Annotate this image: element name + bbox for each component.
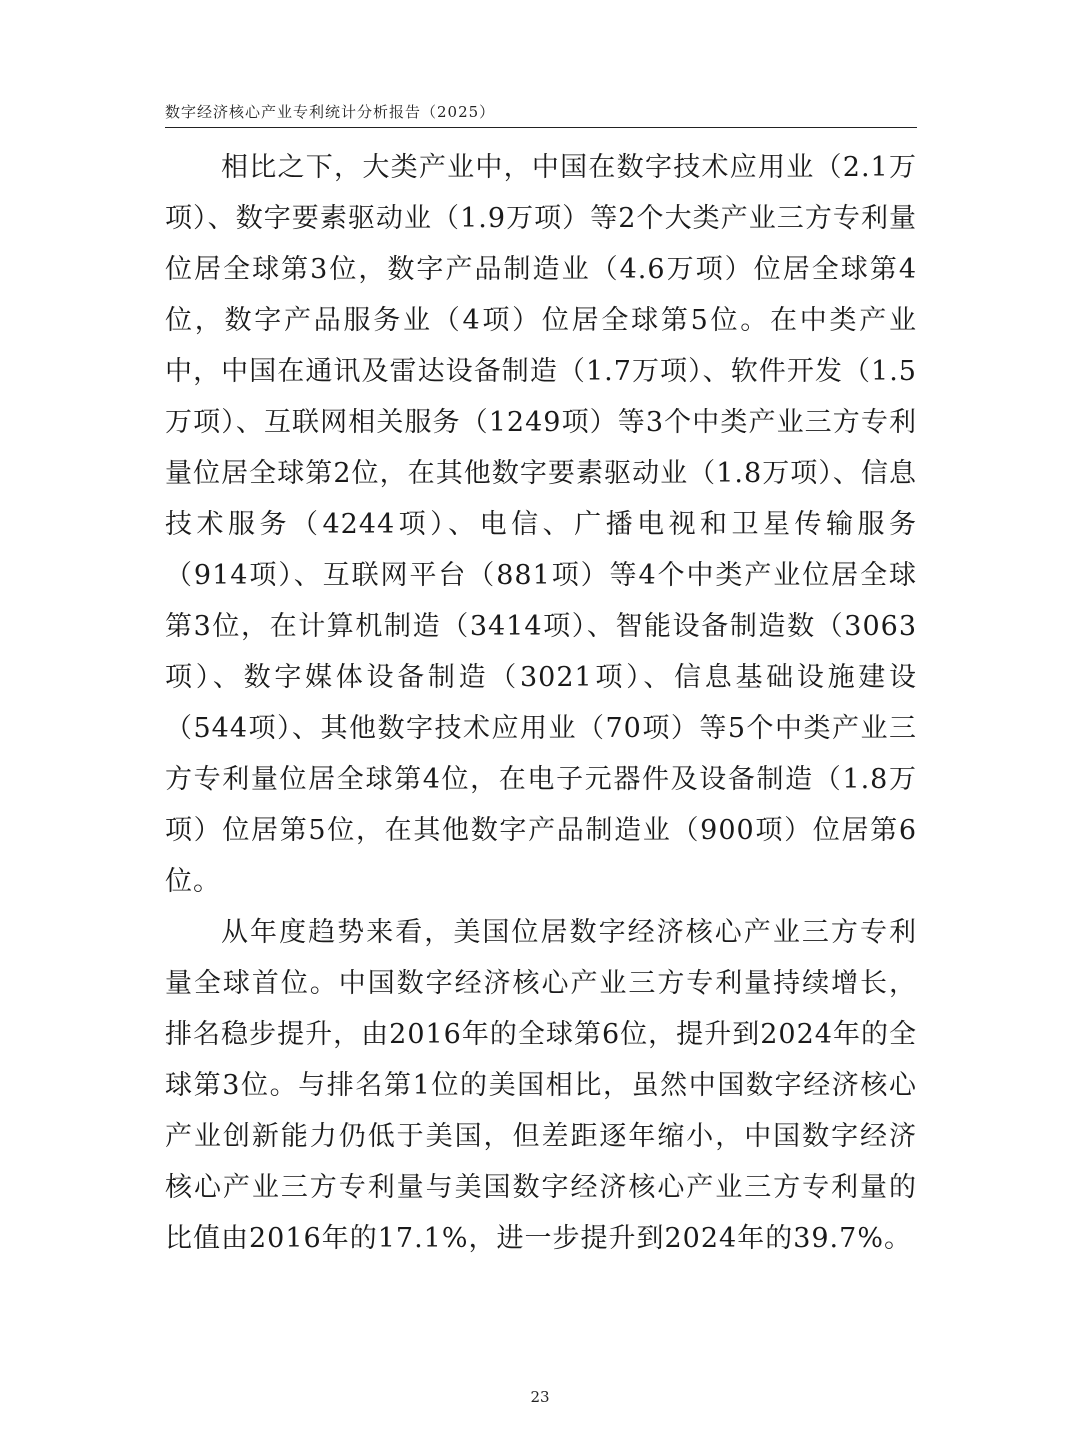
paragraph-industry-ranking: 相比之下，大类产业中，中国在数字技术应用业（2.1万项）、数字要素驱动业（1.9万项）等2个大类产业三方专利量位居全球第3位，数字产品制造业（4.6万项）位居全球第4位，数字产品服务业（4项）位居全球第5位。在中类产业中，中国在通讯及雷达设备制造（1.7万项）、软件开发（1.5万项）、互联网相关服务（1249项）等3个中类产业三方专利量位居全球第2位，在其他数字要素驱动业（1.8万项）、信息技术服务（4244项）、电信、广播电视和卫星传输服务（914项）、互联网平台（881项）等4个中类产业位居全球第3位，在计算机制造（3414项）、智能设备制造数（3063项）、数字媒体设备制造（3021项）、信息基础设施建设（544项）、其他数字技术应用业（70项）等5个中类产业三方专利量位居全球第4位，在电子元器件及设备制造（1.8万项）位居第5位，在其他数字产品制造业（900项）位居第6位。 (165, 152, 917, 897)
body-text (165, 142, 917, 1264)
running-header: 数字经济核心产业专利统计分析报告（2025） (165, 103, 496, 121)
paragraph-annual-trend: 从年度趋势来看，美国位居数字经济核心产业三方专利量全球首位。中国数字经济核心产业三方专利量持续增长，排名稳步提升，由2016年的全球第6位，提升到2024年的全球第3位。与排名第1位的美国相比，虽然中国数字经济核心产业创新能力仍低于美国，但差距逐年缩小，中国数字经济核心产业三方专利量与美国数字经济核心产业三方专利量的比值由2016年的17.1%，进一步提升到2024年的39.7%。 (165, 917, 917, 1254)
page-number: 23 (530, 1388, 550, 1406)
header-rule (165, 127, 917, 128)
